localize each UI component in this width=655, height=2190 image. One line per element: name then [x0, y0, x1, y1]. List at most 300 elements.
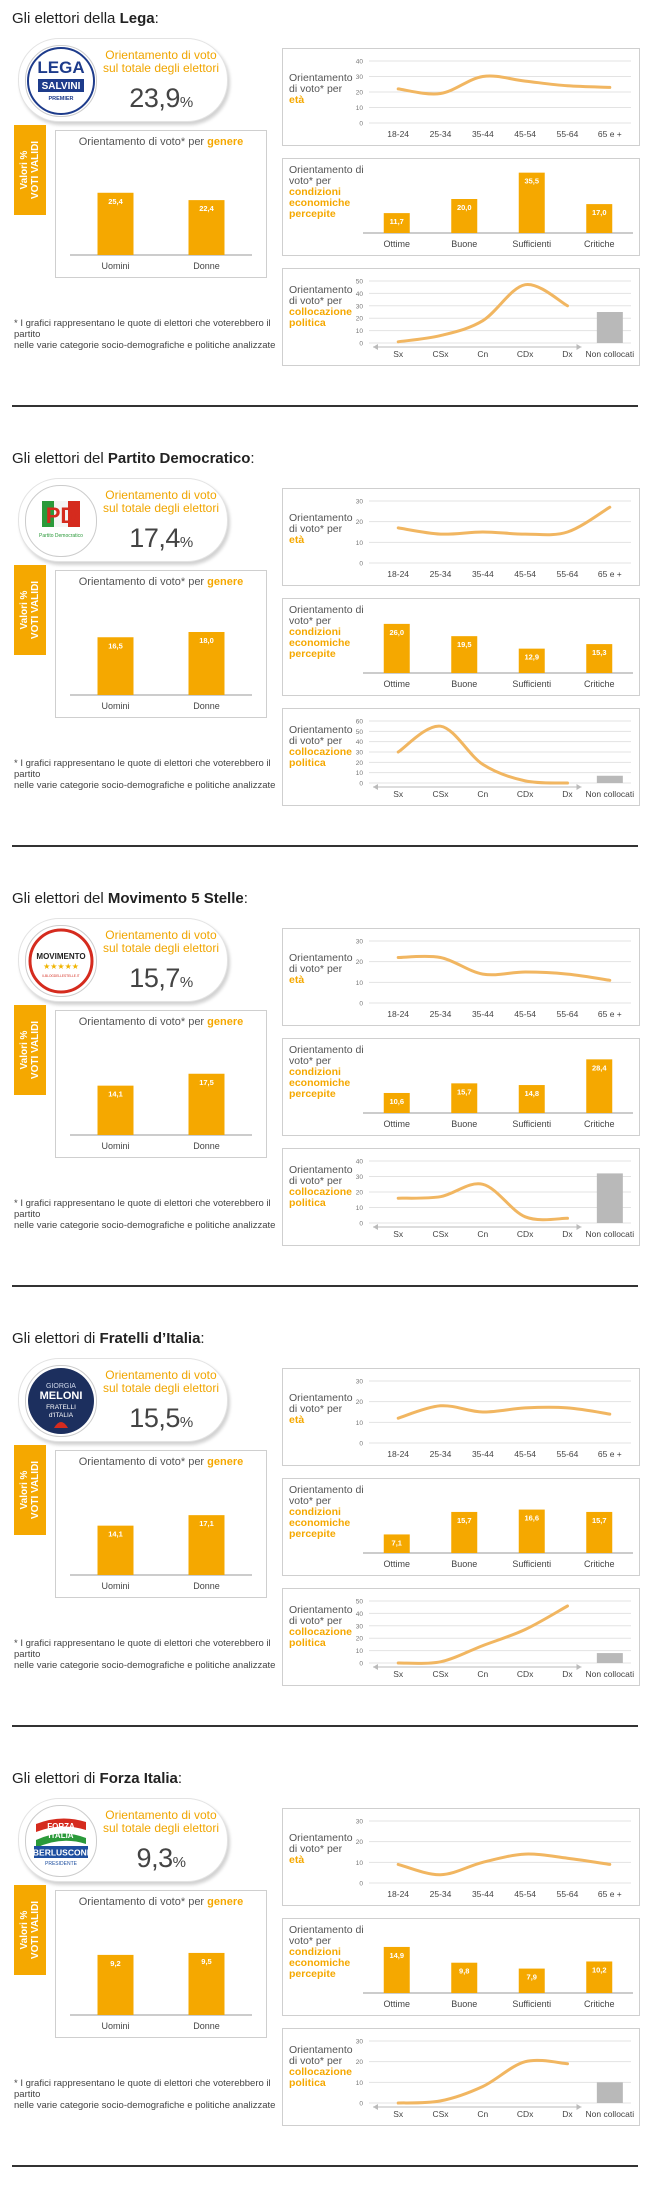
chart-side-label: condizioni	[289, 186, 341, 198]
bar-value-label: 12,9	[524, 652, 540, 662]
vote-share-percent-sign: %	[179, 534, 193, 551]
logo-text: PREMIER	[48, 96, 74, 102]
genere-title-pre: Orientamento di voto* per	[78, 136, 208, 148]
y-tick-label: 40	[355, 739, 363, 747]
axis-arrow-right	[577, 344, 582, 350]
genere-chart-title	[79, 576, 243, 588]
y-tick-label: 0	[359, 2100, 363, 2108]
non-collocati-bar	[597, 312, 623, 343]
x-tick-label: Non collocati	[585, 349, 635, 359]
series-line	[398, 1854, 610, 1875]
party-logo	[25, 925, 97, 997]
x-tick-label: CSx	[432, 1669, 449, 1679]
non-collocati-bar	[597, 2082, 623, 2103]
x-tick-label: Sx	[393, 1229, 404, 1239]
x-tick-label: Critiche	[583, 679, 615, 689]
logo-text: ITALIA	[48, 1831, 74, 1840]
line-chart-svg	[283, 2029, 639, 2125]
footnote	[14, 758, 284, 791]
genere-title-pre: Orientamento di voto* per	[78, 576, 208, 588]
y-tick-label: 20	[355, 959, 363, 967]
x-tick-label: Donne	[193, 1581, 220, 1591]
y-tick-label: 10	[355, 2079, 363, 2087]
y-tick-label: 30	[355, 749, 363, 757]
vote-share-percent-sign: %	[179, 1414, 193, 1431]
vote-share-caption-line: Orientamento di voto	[105, 48, 217, 62]
series-line	[398, 1606, 567, 1663]
chart-side-label: Orientamento	[289, 284, 353, 296]
x-tick-label: 45-54	[514, 129, 537, 139]
x-tick-label: Dx	[562, 1669, 573, 1679]
bar-value-label: 18,0	[199, 636, 214, 645]
section-title	[12, 10, 159, 27]
x-tick-label: 65 e +	[597, 129, 622, 139]
genere-chart-title	[79, 1016, 243, 1028]
x-tick-label: CDx	[516, 349, 534, 359]
axis-arrow-left	[373, 784, 378, 790]
x-tick-label: 55-64	[556, 129, 579, 139]
section-title-party: Partito Democratico	[107, 450, 251, 467]
chart-side-label: percepite	[289, 208, 336, 220]
x-tick-label: CSx	[432, 349, 449, 359]
x-tick-label: 25-34	[429, 129, 452, 139]
condizioni-chart-panel	[282, 1478, 640, 1576]
bar-value-label: 35,5	[524, 176, 540, 186]
y-tick-label: 0	[359, 560, 363, 568]
bar-value-label: 19,5	[456, 640, 472, 650]
chart-side-label: percepite	[289, 1088, 336, 1100]
values-tab-text	[19, 1901, 41, 1959]
chart-side-label: di voto* per	[289, 295, 343, 307]
x-tick-label: 65 e +	[597, 569, 622, 579]
series-line	[398, 956, 610, 980]
values-tab-line: Valori %	[19, 150, 30, 190]
x-tick-label: 25-34	[429, 1449, 452, 1459]
x-tick-label: Ottime	[383, 679, 411, 689]
vote-share-caption	[99, 1369, 223, 1395]
x-tick-label: Buone	[451, 1999, 478, 2009]
values-tab	[14, 1445, 46, 1535]
genere-title-bold: genere	[207, 136, 244, 148]
chart-side-label: condizioni	[289, 1506, 341, 1518]
vote-share-caption-line: sul totale degli elettori	[102, 1381, 220, 1395]
y-tick-label: 0	[359, 1880, 363, 1888]
party-logo	[25, 45, 97, 117]
logo-text: MELONI	[39, 1390, 83, 1402]
footnote-line: nelle varie categorie socio-demografiche e politiche analizzate	[14, 1220, 276, 1231]
series-line	[398, 2060, 567, 2103]
series-line	[398, 507, 610, 535]
vote-share-pill	[18, 1798, 228, 1882]
footnote-line: * I grafici rappresentano le quote di elettori che voterebbero il partito	[14, 2078, 271, 2100]
y-tick-label: 10	[355, 539, 363, 547]
x-tick-label: CDx	[516, 1229, 534, 1239]
x-tick-label: Critiche	[583, 1999, 615, 2009]
x-tick-label: Sufficienti	[512, 239, 552, 249]
values-tab-line: VOTI VALIDI	[30, 140, 41, 200]
bar-chart-svg	[283, 599, 639, 695]
axis-arrow-left	[373, 344, 378, 350]
bar-chart-svg	[283, 1039, 639, 1135]
genere-chart-panel	[55, 1010, 267, 1158]
party-logo-svg	[26, 1806, 96, 1876]
chart-side-label: Orientamento	[289, 512, 353, 524]
x-tick-label: Donne	[193, 1141, 220, 1151]
x-tick-label: 18-24	[387, 569, 410, 579]
vote-share-percent-sign: %	[179, 974, 193, 991]
logo-text: LEGA	[37, 58, 85, 77]
party-logo-svg	[26, 1366, 96, 1436]
y-tick-label: 30	[355, 74, 363, 81]
x-tick-label: Critiche	[583, 1559, 615, 1569]
chart-side-label: di voto* per	[289, 1175, 343, 1187]
x-tick-label: Donne	[193, 2021, 220, 2031]
condizioni-chart-panel	[282, 158, 640, 256]
bar-chart-svg	[283, 1479, 639, 1575]
x-tick-label: 65 e +	[597, 1009, 622, 1019]
y-tick-label: 20	[355, 2059, 363, 2067]
series-line	[398, 1184, 567, 1220]
y-tick-label: 30	[355, 1378, 363, 1386]
axis-arrow-right	[577, 2104, 582, 2110]
axis-arrow-left	[373, 2104, 378, 2110]
section-title-party: Fratelli d’Italia	[99, 1330, 201, 1347]
eta-chart-panel	[282, 488, 640, 586]
line-chart-svg	[283, 1369, 639, 1465]
bar-value-label: 14,1	[108, 1529, 123, 1539]
logo-text: SALVINI	[41, 81, 81, 92]
bar-chart-svg	[56, 1891, 266, 2037]
y-tick-label: 30	[355, 1818, 363, 1826]
genere-title-pre: Orientamento di voto* per	[78, 1016, 208, 1028]
bar-value-label: 7,9	[526, 1972, 537, 1982]
condizioni-chart-panel	[282, 1038, 640, 1136]
vote-share-caption-line: sul totale degli elettori	[102, 61, 220, 75]
y-tick-label: 20	[355, 1189, 363, 1197]
chart-side-label: condizioni	[289, 1066, 341, 1078]
y-tick-label: 20	[355, 1839, 363, 1847]
y-tick-label: 50	[355, 728, 363, 736]
section-separator	[12, 405, 638, 407]
section-title-post: :	[250, 450, 255, 467]
x-tick-label: CDx	[516, 2109, 534, 2119]
genere-title-bold: genere	[207, 576, 244, 588]
x-tick-label: Uomini	[101, 701, 130, 711]
chart-side-label: Orientamento di	[289, 604, 364, 616]
values-tab-line: VOTI VALIDI	[30, 1020, 41, 1080]
x-tick-label: Dx	[562, 2109, 573, 2119]
collocazione-chart-panel	[282, 708, 640, 806]
x-tick-label: 55-64	[556, 569, 579, 579]
chart-side-label: condizioni	[289, 626, 341, 638]
genere-chart-title	[79, 136, 243, 148]
x-tick-label: CSx	[432, 789, 449, 799]
vote-share-caption-line: sul totale degli elettori	[102, 1821, 220, 1835]
genere-chart-title	[79, 1456, 243, 1468]
y-tick-label: 20	[355, 1635, 363, 1643]
footnote	[14, 1638, 284, 1671]
y-tick-label: 40	[355, 1158, 363, 1166]
party-section	[0, 0, 655, 400]
section-title-party: Forza Italia	[99, 1770, 178, 1787]
x-tick-label: CSx	[432, 2109, 449, 2119]
footnote	[14, 1198, 284, 1231]
y-tick-label: 10	[355, 770, 363, 778]
series-line	[398, 76, 610, 94]
footnote-line: nelle varie categorie socio-demografiche e politiche analizzate	[14, 780, 276, 791]
y-tick-label: 10	[355, 1419, 363, 1427]
genere-title-pre: Orientamento di voto* per	[78, 1896, 208, 1908]
chart-side-label: età	[289, 1414, 305, 1426]
x-tick-label: 35-44	[471, 1009, 494, 1019]
section-title	[12, 450, 255, 467]
values-tab-line: Valori %	[19, 1470, 30, 1510]
chart-side-label: economiche	[289, 197, 351, 209]
bar-value-label: 15,7	[456, 1087, 472, 1097]
bar-value-label: 16,6	[524, 1513, 540, 1523]
chart-side-label: percepite	[289, 1528, 336, 1540]
x-tick-label: 45-54	[514, 1889, 537, 1899]
chart-side-label: Orientamento	[289, 1164, 353, 1176]
non-collocati-bar	[597, 1173, 623, 1223]
x-tick-label: CSx	[432, 1229, 449, 1239]
section-separator	[12, 1285, 638, 1287]
bar-value-label: 10,6	[389, 1096, 405, 1106]
values-tab-line: VOTI VALIDI	[30, 1460, 41, 1520]
vote-share-number: 9,3	[136, 1843, 173, 1873]
party-logo	[25, 1805, 97, 1877]
y-tick-label: 0	[359, 120, 363, 128]
x-tick-label: Dx	[562, 1229, 573, 1239]
y-tick-label: 10	[355, 328, 363, 336]
chart-side-label: voto* per	[289, 1055, 332, 1067]
section-title-post: :	[200, 1330, 205, 1347]
bar-value-label: 25,4	[108, 196, 123, 206]
line-chart-svg	[283, 929, 639, 1025]
chart-side-label: percepite	[289, 1968, 336, 1980]
party-section	[0, 880, 655, 1280]
x-tick-label: 65 e +	[597, 1449, 622, 1459]
section-title-pre: Gli elettori di	[12, 1770, 100, 1787]
section-title-pre: Gli elettori di	[12, 1330, 100, 1347]
chart-side-label: politica	[289, 2077, 326, 2089]
series-line	[398, 726, 567, 783]
vote-share-caption-line: Orientamento di voto	[105, 488, 217, 502]
x-tick-label: Non collocati	[585, 1669, 635, 1679]
logo-text: BERLUSCONI	[32, 1847, 90, 1858]
y-tick-label: 30	[355, 498, 363, 506]
y-tick-label: 0	[359, 1220, 363, 1228]
chart-side-label: di voto* per	[289, 735, 343, 747]
chart-side-label: di voto* per	[289, 83, 343, 95]
eta-chart-panel	[282, 928, 640, 1026]
bar-chart-svg	[56, 571, 266, 717]
y-tick-label: 30	[355, 1174, 363, 1181]
x-tick-label: 55-64	[556, 1449, 579, 1459]
values-tab	[14, 565, 46, 655]
axis-arrow-left	[373, 1664, 378, 1670]
vote-share-caption	[99, 929, 223, 955]
chart-side-label: economiche	[289, 1957, 351, 1969]
x-tick-label: Sufficienti	[512, 679, 552, 689]
bar-chart-svg	[56, 1451, 266, 1597]
chart-side-label: Orientamento di	[289, 1044, 364, 1056]
non-collocati-bar	[597, 1653, 623, 1663]
x-tick-label: Buone	[451, 239, 478, 249]
collocazione-chart-panel	[282, 2028, 640, 2126]
footnote-line: * I grafici rappresentano le quote di elettori che voterebbero il partito	[14, 758, 271, 780]
x-tick-label: 18-24	[387, 129, 410, 139]
vote-share-caption	[99, 49, 223, 75]
chart-side-label: voto* per	[289, 1495, 332, 1507]
chart-side-label: collocazione	[289, 746, 353, 758]
logo-text: MOVIMENTO	[36, 952, 86, 961]
chart-side-label: Orientamento di	[289, 1484, 364, 1496]
section-separator	[12, 845, 638, 847]
bar-value-label: 9,5	[201, 1956, 212, 1966]
bar-value-label: 15,7	[591, 1515, 607, 1525]
party-logo	[25, 1365, 97, 1437]
y-tick-label: 40	[355, 58, 363, 66]
x-tick-label: Sx	[393, 1669, 404, 1679]
bar-chart-svg	[283, 1919, 639, 2015]
party-section	[0, 1760, 655, 2160]
y-tick-label: 0	[359, 1660, 363, 1668]
eta-chart-panel	[282, 1368, 640, 1466]
x-tick-label: Uomini	[101, 261, 130, 271]
values-tab	[14, 1005, 46, 1095]
section-separator	[12, 2165, 638, 2167]
values-tab-text	[19, 581, 41, 639]
x-tick-label: Buone	[451, 1119, 478, 1129]
genere-title-pre: Orientamento di voto* per	[78, 1456, 208, 1468]
chart-side-label: collocazione	[289, 1186, 353, 1198]
x-tick-label: 18-24	[387, 1889, 410, 1899]
chart-side-label: Orientamento	[289, 1604, 353, 1616]
logo-text: FORZA	[47, 1822, 75, 1831]
party-section	[0, 1320, 655, 1720]
x-tick-label: Non collocati	[585, 2109, 635, 2119]
x-tick-label: Cn	[477, 1669, 489, 1679]
x-tick-label: 35-44	[471, 569, 494, 579]
logo-text: PD	[45, 503, 77, 528]
vote-share-value	[99, 963, 223, 994]
vote-share-value	[99, 83, 223, 114]
y-tick-label: 20	[355, 759, 363, 767]
chart-side-label: età	[289, 1854, 305, 1866]
party-logo-svg	[26, 926, 96, 996]
footnote-line: nelle varie categorie socio-demografiche e politiche analizzate	[14, 1660, 276, 1671]
x-tick-label: Uomini	[101, 2021, 130, 2031]
line-chart-svg	[283, 1589, 639, 1685]
vote-share-percent-sign: %	[172, 1854, 186, 1871]
x-tick-label: Dx	[562, 789, 573, 799]
party-logo-svg	[26, 486, 96, 556]
chart-side-label: di voto* per	[289, 963, 343, 975]
y-tick-label: 30	[355, 303, 363, 311]
chart-side-label: voto* per	[289, 615, 332, 627]
x-tick-label: Cn	[477, 2109, 489, 2119]
chart-side-label: Orientamento	[289, 1832, 353, 1844]
line-chart-svg	[283, 269, 639, 365]
vote-share-caption-line: Orientamento di voto	[105, 1808, 217, 1822]
values-tab-text	[19, 141, 41, 199]
values-tab-text	[19, 1461, 41, 1519]
y-tick-label: 40	[355, 1610, 363, 1618]
footnote	[14, 2078, 284, 2111]
y-tick-label: 0	[359, 1000, 363, 1008]
chart-side-label: collocazione	[289, 1626, 353, 1638]
vote-share-pill	[18, 918, 228, 1002]
y-tick-label: 0	[359, 340, 363, 348]
y-tick-label: 0	[359, 780, 363, 788]
x-tick-label: Critiche	[583, 239, 615, 249]
vote-share-caption-line: sul totale degli elettori	[102, 941, 220, 955]
condizioni-chart-panel	[282, 598, 640, 696]
chart-side-label: di voto* per	[289, 523, 343, 535]
vote-share-caption-line: Orientamento di voto	[105, 928, 217, 942]
condizioni-chart-panel	[282, 1918, 640, 2016]
x-tick-label: 45-54	[514, 569, 537, 579]
x-tick-label: Buone	[451, 679, 478, 689]
line-chart-svg	[283, 709, 639, 805]
footnote-line: * I grafici rappresentano le quote di elettori che voterebbero il partito	[14, 1638, 271, 1660]
y-tick-label: 50	[355, 278, 363, 286]
chart-side-label: di voto* per	[289, 1403, 343, 1415]
y-tick-label: 60	[355, 718, 363, 726]
axis-arrow-right	[577, 784, 582, 790]
x-tick-label: 55-64	[556, 1889, 579, 1899]
x-tick-label: Dx	[562, 349, 573, 359]
bar-value-label: 10,2	[591, 1965, 607, 1975]
x-tick-label: Ottime	[383, 1559, 411, 1569]
logo-text: GIORGIA	[46, 1383, 76, 1390]
x-tick-label: Donne	[193, 701, 220, 711]
y-tick-label: 20	[355, 315, 363, 323]
values-tab-line: Valori %	[19, 590, 30, 630]
vote-share-number: 17,4	[129, 523, 180, 553]
bar-value-label: 28,4	[591, 1063, 607, 1073]
genere-chart-title	[79, 1896, 243, 1908]
section-title-pre: Gli elettori del	[12, 890, 108, 907]
x-tick-label: 45-54	[514, 1449, 537, 1459]
bar-chart-svg	[56, 131, 266, 277]
section-title-post: :	[243, 890, 248, 907]
genere-title-bold: genere	[207, 1896, 244, 1908]
chart-side-label: politica	[289, 317, 326, 329]
vote-share-caption	[99, 1809, 223, 1835]
non-collocati-bar	[597, 776, 623, 783]
vote-share-percent-sign: %	[179, 94, 193, 111]
footnote-line: nelle varie categorie socio-demografiche e politiche analizzate	[14, 2100, 276, 2111]
vote-share-number: 15,5	[129, 1403, 180, 1433]
chart-side-label: età	[289, 534, 305, 546]
x-tick-label: 25-34	[429, 1009, 452, 1019]
section-title	[12, 1770, 182, 1787]
chart-side-label: collocazione	[289, 2066, 353, 2078]
y-tick-label: 0	[359, 1440, 363, 1448]
x-tick-label: 45-54	[514, 1009, 537, 1019]
x-tick-label: 65 e +	[597, 1889, 622, 1899]
bar-value-label: 26,0	[389, 627, 405, 637]
bar-chart-svg	[56, 1011, 266, 1157]
x-tick-label: 18-24	[387, 1009, 410, 1019]
chart-side-label: voto* per	[289, 175, 332, 187]
y-tick-label: 40	[355, 290, 363, 298]
genere-title-bold: genere	[207, 1016, 244, 1028]
x-tick-label: 25-34	[429, 1889, 452, 1899]
collocazione-chart-panel	[282, 1148, 640, 1246]
